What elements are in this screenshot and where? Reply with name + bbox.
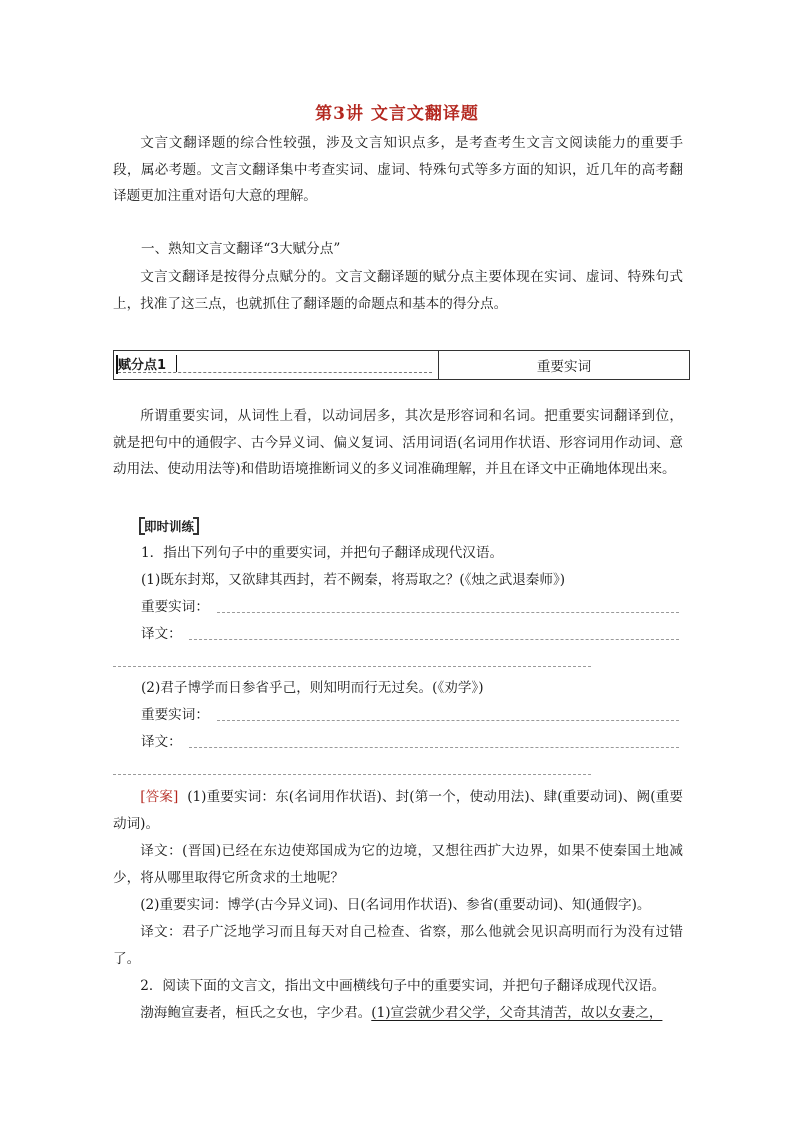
page-title: 第3讲 文言文翻译题 [315,104,479,124]
translation-label-2: 译文： [141,734,182,750]
answer-line [189,639,679,640]
question-1-1: (1)既东封郑，又欲肆其西封，若不阙秦，将焉取之？(《烛之武退秦师》) [141,572,566,588]
answer-1-translation: 译文：(晋国)已经在东边使郑国成为它的边境，又想往西扩大边界，如果不使秦国土地减少，将从哪里取得它所贪求的土地呢？ [113,843,683,886]
question-2: 2．阅读下面的文言文，指出文中画横线句子中的重要实词，并把句子翻译成现代汉语。 [140,978,666,994]
translation-label-1: 译文： [141,626,182,642]
section-body: 文言文翻译是按得分点赋分的。文言文翻译题的赋分点主要体现在实词、虚词、特殊句式上，找准了这三点，也就抓住了翻译题的命题点和基本的得分点。 [113,269,683,312]
passage-start: 渤海鲍宣妻者，桓氏之女也，字少君。 [140,1005,372,1021]
answer-1-text: (1)重要实词：东(名词用作状语)、封(第一个，使动用法)、肆(重要动词)、阙(重要动词)。 [113,789,683,832]
intro-paragraph: 文言文翻译题的综合性较强，涉及文言知识点多，是考查考生文言文阅读能力的重要手段，属必考题。文言文翻译集中考查实词、虚词、特殊句式等多方面的知识，近几年的高考翻译题更加注重对语句大意的理解。 [113,135,683,204]
scoring-point-label: 赋分点1 [118,358,167,373]
answer-line [217,612,679,613]
answer-line [217,720,679,721]
underlined-sentence: (1)宣尝就少君父学，父奇其清苦，故以女妻之， [371,1005,663,1021]
explanation-paragraph: 所谓重要实词，从词性上看，以动词居多，其次是形容词和名词。把重要实词翻译到位，就是把句中的通假字、古今异义词、偏义复词、活用词语(名词用作状语、形容词用作动词、意动用法、使动用法等)和借助语境推断词义的多义词准确理解，并且在译文中正确地体现出来。 [113,408,683,477]
answer-line [113,774,591,775]
key-words-label-2: 重要实词： [141,707,209,723]
scoring-point-table [113,350,690,380]
answer-2: (2)重要实词：博学(古今异义词)、日(名词用作状语)、参省(重要动词)、知(通假字)。 [140,897,651,913]
question-1: 1．指出下列句子中的重要实词，并把句子翻译成现代汉语。 [141,545,504,561]
answer-tag: [答案] [140,789,179,805]
answer-1 [113,784,683,837]
answer-line [113,666,591,667]
answer-2-translation: 译文：君子广泛地学习而且每天对自己检查、省察，那么他就会见识高明而行为没有过错了。 [113,924,683,967]
table-right-cell: 重要实词 [536,359,592,375]
practice-label: 即时训练 [141,517,197,535]
question-1-2: (2)君子博学而日参省乎己，则知明而行无过矣。(《劝学》) [141,680,484,696]
section-heading: 一、熟知文言文翻译“3大赋分点” [141,241,341,257]
dashed-underline [118,372,432,373]
answer-line [189,747,679,748]
key-words-label-1: 重要实词： [141,599,209,615]
text-cursor [176,355,177,372]
table-left-cell [114,351,439,379]
passage-text [113,1000,683,1027]
